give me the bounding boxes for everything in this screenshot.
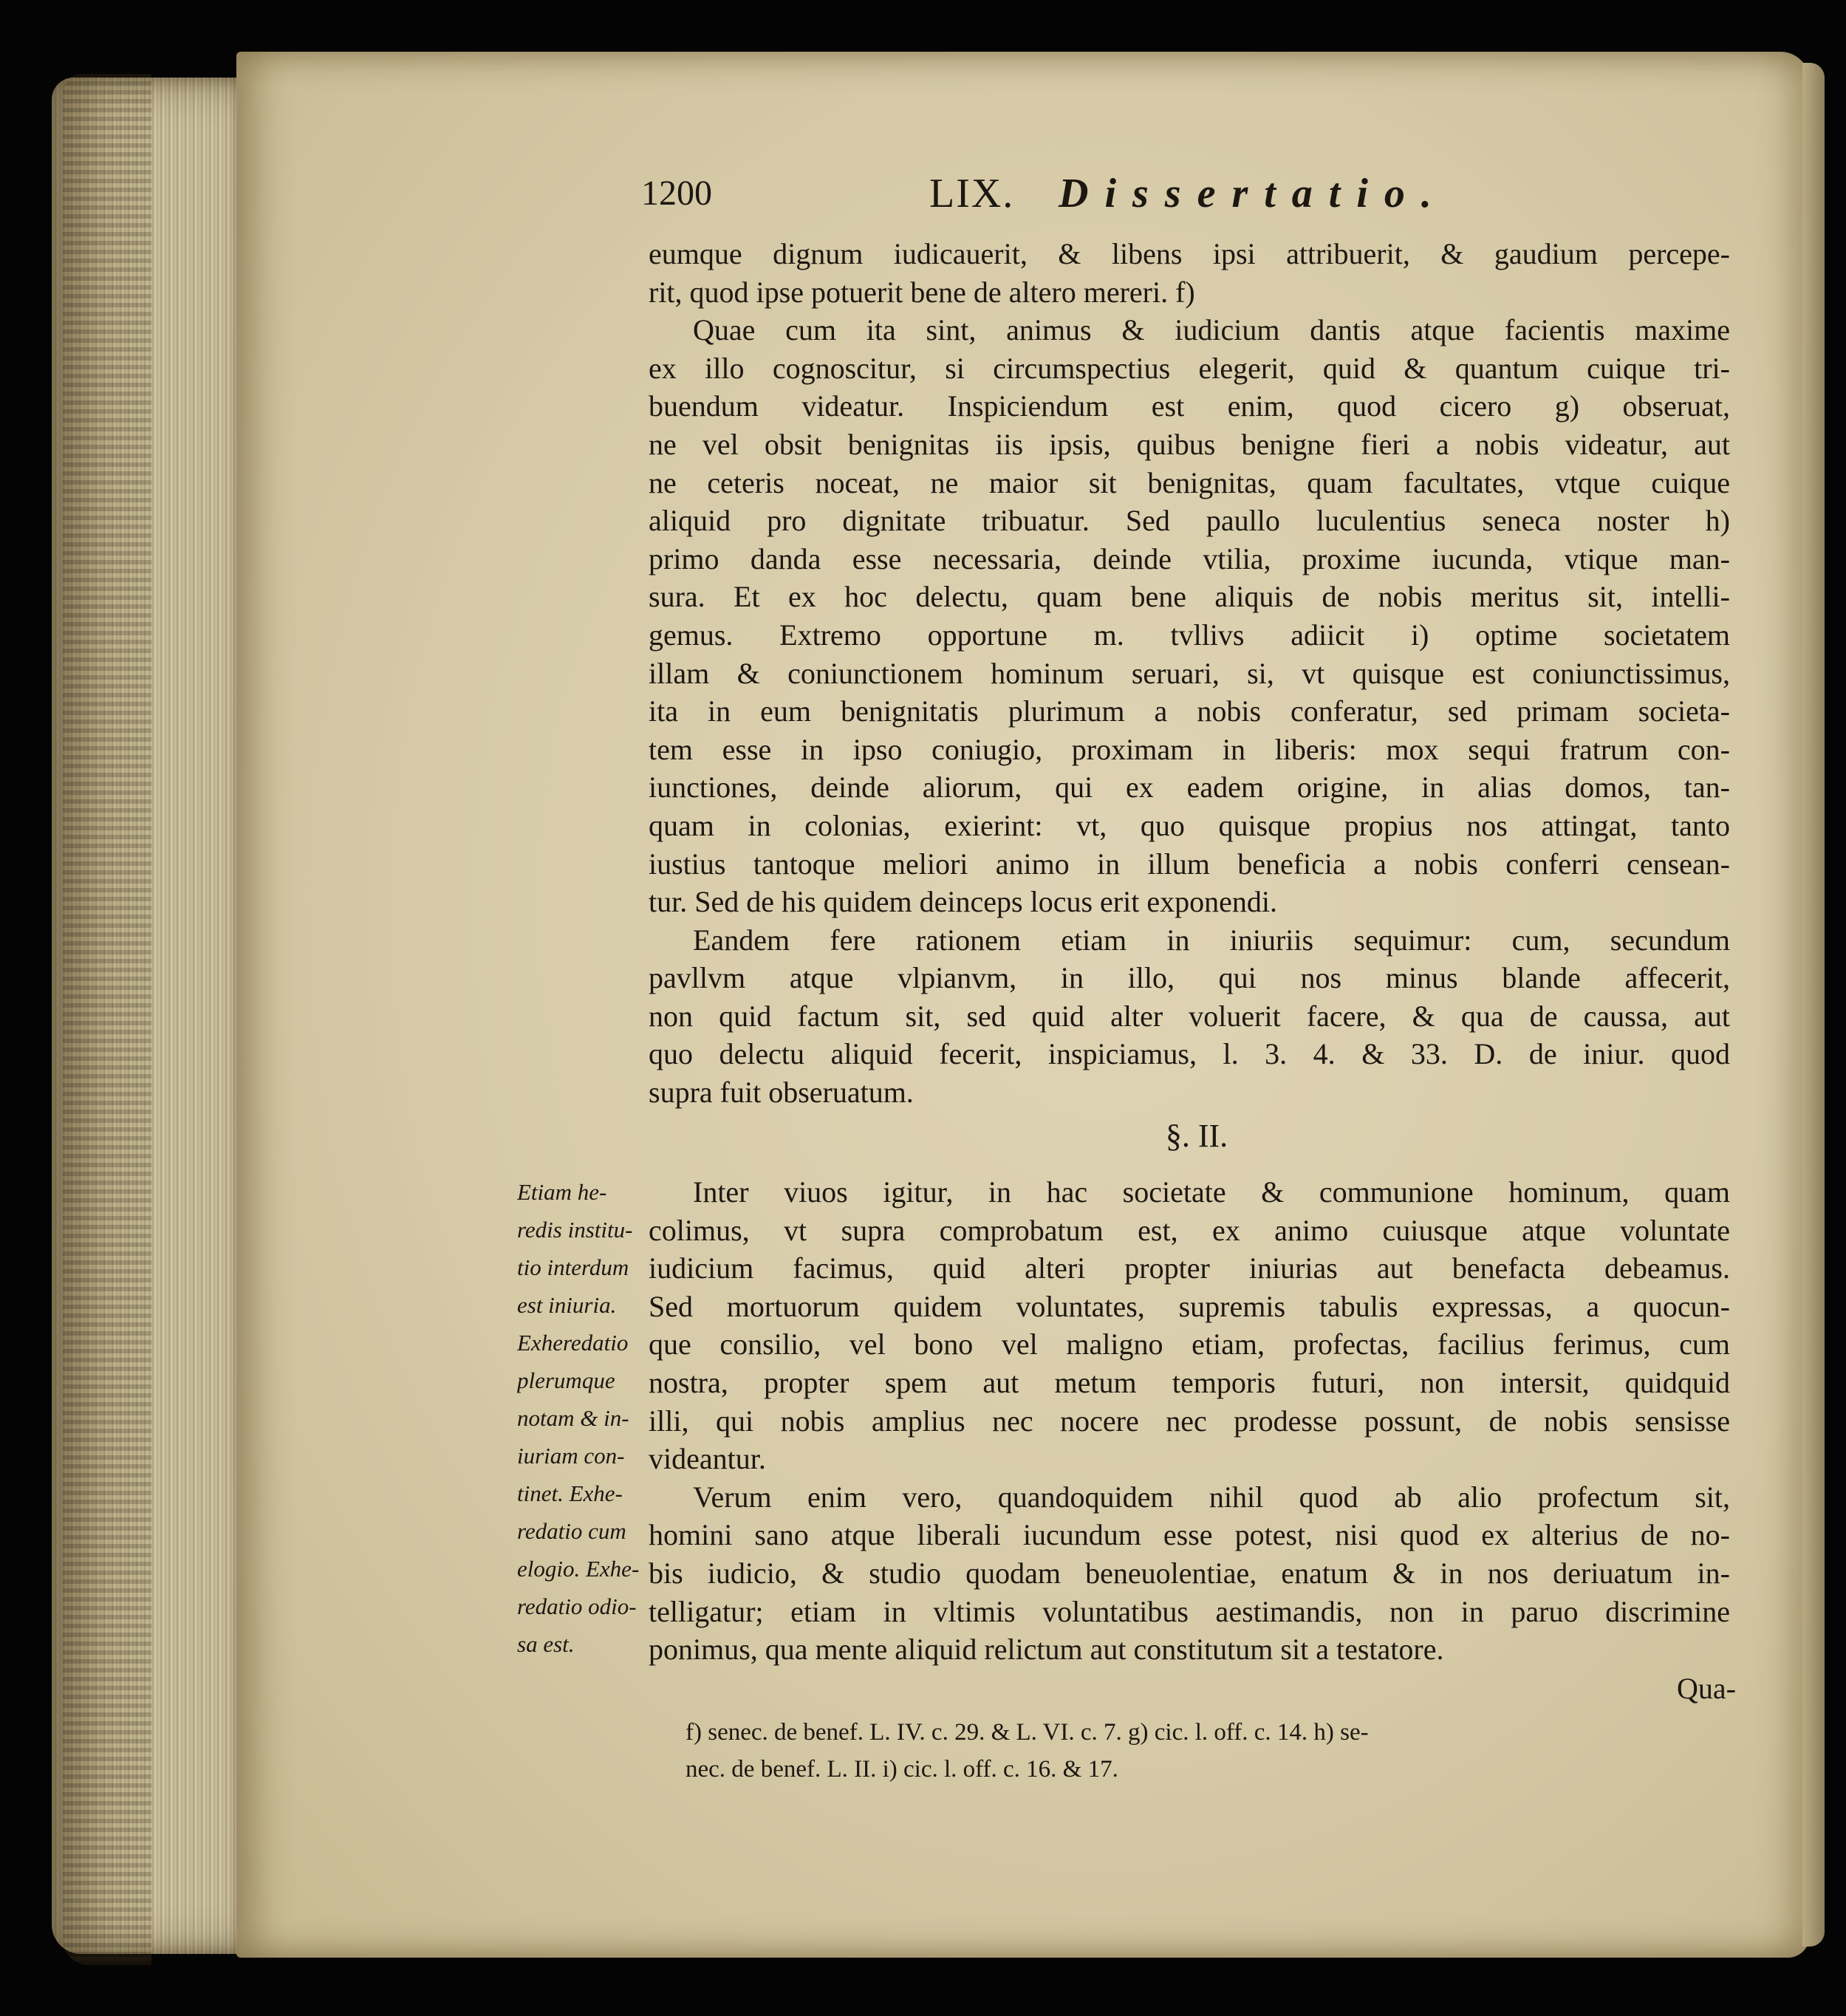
margin-note (517, 1173, 665, 1663)
text-line: illi, qui nobis amplius nec nocere nec prodesse possunt, de nobis sensisse (649, 1404, 1730, 1438)
text-line: primo danda esse necessaria, deinde vtilia, proxime iucunda, vtique man- (649, 541, 1730, 575)
margin-note-line: Etiam he- (517, 1179, 607, 1205)
text-line: aliquid pro dignitate tribuatur. Sed paullo luculentius seneca noster h) (649, 504, 1730, 538)
text-line: quam in colonias, exierint: vt, quo quisque propius nos attingat, tanto (649, 808, 1730, 842)
text-line: ne ceteris noceat, ne maior sit benignitas, quam facultates, vtque cuique (649, 465, 1730, 499)
margin-note-line: plerumque (517, 1367, 615, 1393)
running-header (641, 164, 1528, 223)
text-line: colimus, vt supra comprobatum est, ex animo cuiusque atque voluntate (649, 1213, 1730, 1247)
text-line: rit, quod ipse potuerit bene de altero mereri. f) (649, 275, 1195, 309)
page-edge-shading (63, 74, 151, 1965)
paragraph-block-2 (649, 1173, 1730, 1669)
text-line: gemus. Extremo opportune m. tvllivs adiicit i) optime societatem (649, 618, 1730, 652)
text-line: Verum enim vero, quandoquidem nihil quod ab alio profectum sit, (693, 1480, 1730, 1514)
text-line: videantur. (649, 1442, 766, 1476)
margin-note-line: sa est. (517, 1631, 575, 1657)
margin-note-line: tinet. Exhe- (517, 1480, 623, 1506)
margin-note-line: tio interdum (517, 1254, 629, 1280)
text-line: nostra, propter spem aut metum temporis futuri, non intersit, quidquid (649, 1365, 1730, 1399)
text-line: buendum videatur. Inspiciendum est enim, quod cicero g) obseruat, (649, 389, 1730, 423)
text-line: Eandem fere rationem etiam in iniuriis sequimur: cum, secundum (693, 923, 1730, 957)
text-line: que consilio, vel bono vel maligno etiam, profectas, facilius ferimus, cum (649, 1328, 1730, 1361)
text-line: non quid factum sit, sed quid alter voluerit facere, & qua de caussa, aut (649, 999, 1730, 1033)
page-right-edge (1802, 63, 1825, 1947)
text-line: homini sano atque liberali iucundum esse potest, nisi quod ex alterius de no- (649, 1518, 1730, 1552)
margin-note-line: notam & in- (517, 1405, 629, 1431)
margin-note-line: iuriam con- (517, 1443, 625, 1469)
footnote-line: nec. de benef. L. II. i) cic. l. off. c. 16. & 17. (686, 1756, 1118, 1783)
footnotes (686, 1714, 1734, 1788)
margin-note-line: redatio odio- (517, 1593, 637, 1619)
text-line: bis iudicio, & studio quodam beneuolentiae, enatum & in nos deriuatum in- (649, 1556, 1730, 1590)
text-line: illam & coniunctionem hominum seruari, si, vt quisque est coniunctissimus, (649, 656, 1730, 690)
text-line: tur. Sed de his quidem deinceps locus erit exponendi. (649, 885, 1277, 919)
text-line: Sed mortuorum quidem voluntates, supremis tabulis expressas, a quocun- (649, 1289, 1730, 1323)
text-line: eumque dignum iudicauerit, & libens ipsi attribuerit, & gaudium percepe- (649, 237, 1730, 270)
text-line: iunctiones, deinde aliorum, qui ex eadem origine, in alias domos, tan- (649, 770, 1730, 804)
margin-note-line: Exheredatio (517, 1330, 629, 1356)
text-line: Quae cum ita sint, animus & iudicium dantis atque facientis maxime (693, 313, 1730, 347)
text-line: iudicium facimus, quid alteri propter iniurias aut benefacta debeamus. (649, 1251, 1730, 1285)
text-line: ponimus, qua mente aliquid relictum aut constitutum sit a testatore. (649, 1633, 1444, 1667)
margin-note-line: est iniuria. (517, 1292, 617, 1318)
text-line: tem esse in ipso coniugio, proximam in liberis: mox sequi fratrum con- (649, 732, 1730, 766)
page-number: 1200 (641, 174, 712, 213)
text-line: ita in eum benignitatis plurimum a nobis conferatur, sed primam societa- (649, 694, 1730, 728)
text-line: ne vel obsit benignitas iis ipsis, quibus benigne fieri a nobis videatur, aut (649, 427, 1730, 461)
text-line: Inter viuos igitur, in hac societate & communione hominum, quam (693, 1175, 1730, 1209)
paragraph-block-1 (649, 235, 1730, 1112)
footnote-line: f) senec. de benef. L. IV. c. 29. & L. VI. c. 7. g) cic. l. off. c. 14. h) se- (686, 1719, 1369, 1746)
text-line: telligatur; etiam in vltimis voluntatibus aestimandis, non in paruo discrimine (649, 1594, 1730, 1628)
catchword: Qua- (1677, 1672, 1736, 1705)
text-line: quo delectu aliquid fecerit, inspiciamus, l. 3. 4. & 33. D. de iniur. quod (649, 1037, 1730, 1071)
text-line: pavllvm atque vlpianvm, in illo, qui nos minus blande affecerit, (649, 961, 1730, 995)
margin-note-line: redatio cum (517, 1518, 626, 1544)
margin-note-line: redis institu- (517, 1217, 633, 1243)
text-line: supra fuit obseruatum. (649, 1076, 914, 1110)
text-line: iustius tantoque meliori animo in illum beneficia a nobis conferri censean- (649, 847, 1730, 881)
dissertation-number: LIX. (929, 171, 1015, 216)
header-title: Dissertatio. (1059, 171, 1448, 216)
text-line: sura. Et ex hoc delectu, quam bene aliquis de nobis meritus sit, intelli- (649, 580, 1730, 614)
margin-note-line: elogio. Exhe- (517, 1556, 640, 1582)
text-line: ex illo cognoscitur, si circumspectius elegerit, quid & quantum cuique tri- (649, 351, 1730, 385)
section-heading: §. II. (1165, 1118, 1228, 1154)
